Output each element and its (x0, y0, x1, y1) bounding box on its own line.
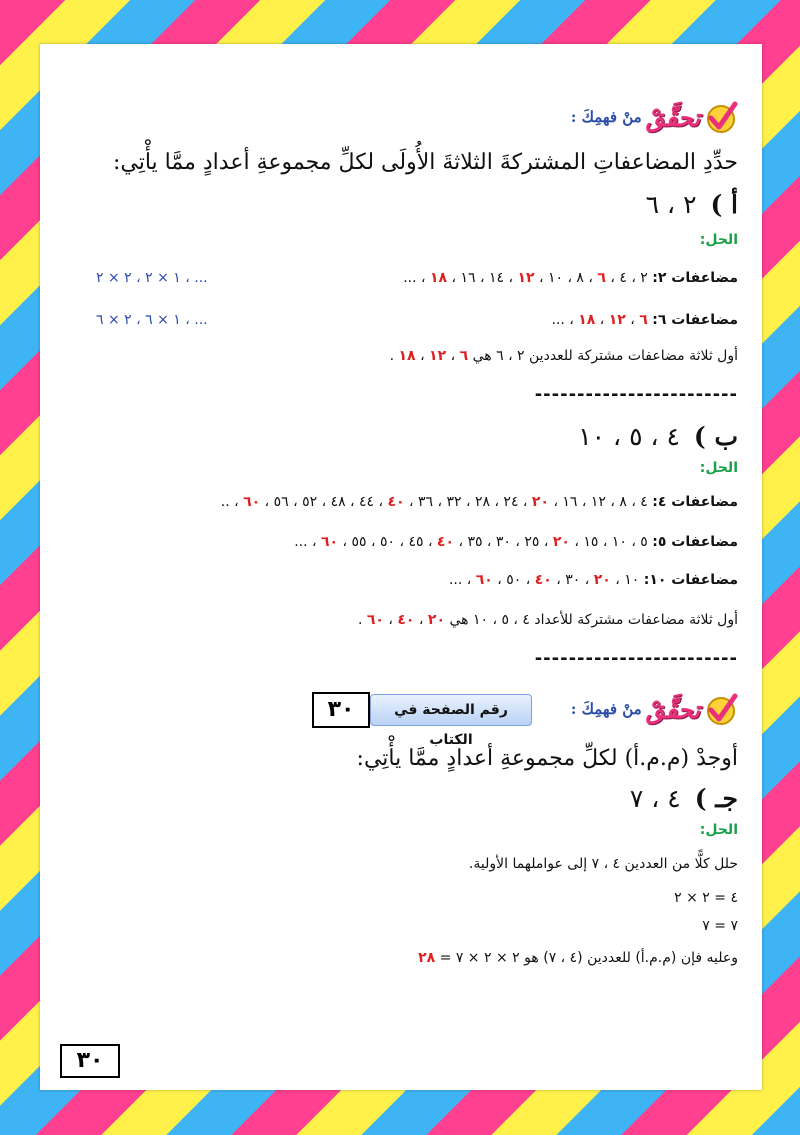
multiples-label: مضاعفات ٦: (652, 312, 738, 328)
answer-text: وعليه فإن (م.م.أ) للعددين (٤ ، ٧) هو ٢ × ٢ × ٧ = (439, 950, 738, 966)
multiples-of-2-hint: ١ × ٢ ، ٢ × ٢ ، ... (96, 270, 208, 286)
multiples-of-10-line (449, 572, 738, 588)
factorization-7: ٧ = ٧ (702, 918, 738, 934)
common-multiple: ١٨ (429, 270, 448, 286)
multiples-of-6-hint: ١ × ٦ ، ٢ × ٦ ، ... (96, 312, 208, 328)
seq-text: ، ٢٥ ، ٣٠ ، ٣٥ ، (458, 534, 549, 550)
understanding-label: منْ فهمِكَ : (570, 108, 642, 126)
check-title: تحقَّقْ (645, 102, 700, 132)
common-multiple: ٦٠ (243, 494, 261, 510)
seq-text: ١٠ ، (615, 572, 640, 588)
common-multiple: ٦٠ (321, 534, 339, 550)
question-2: أوجدْ (م.م.أ) لكلِّ مجموعةِ أعدادٍ ممَّا يأْتِي: (356, 746, 738, 771)
answer-text: أول ثلاثة مضاعفات مشتركة للعددين ٢ ، ٦ هي (472, 348, 738, 364)
divider-2: ------------------------ (534, 648, 738, 669)
common-multiple: ٤٠ (397, 612, 415, 628)
answer-text: ، (420, 348, 425, 364)
seq-text: ، ١٤ ، ١٦ ، (451, 270, 513, 286)
seq-text: ٥ ، ١٠ ، ١٥ ، (574, 534, 648, 550)
answer-text: أول ثلاثة مضاعفات مشتركة للأعداد ٤ ، ٥ ، ١٠ هي (449, 612, 738, 628)
part-a-answer (390, 348, 738, 364)
seq-text: ، ... (294, 534, 317, 550)
common-multiple: ٤٠ (387, 494, 405, 510)
answer-text: ، (450, 348, 456, 364)
worksheet-page (40, 44, 762, 1090)
part-a-numbers: ٢ ، ٦ (645, 190, 697, 219)
multiples-of-4-line (221, 494, 738, 510)
part-a-heading (646, 190, 738, 219)
part-c-answer (418, 950, 738, 966)
part-b-label: ب ) (693, 422, 738, 451)
part-b-answer (358, 612, 738, 628)
common-multiple: ٦ (597, 270, 606, 286)
answer-text: ، (388, 612, 393, 628)
divider-1: ------------------------ (534, 384, 738, 405)
common-multiple: ١٨ (578, 312, 596, 328)
multiples-of-6-line (551, 312, 738, 328)
part-a-label: أ ) (710, 190, 738, 219)
common-multiple: ٢٠ (593, 572, 611, 588)
part-c-solution-label: الحل: (699, 822, 738, 838)
seq-text: ، ٤٥ ، ٥٠ ، ٥٥ ، (342, 534, 433, 550)
part-c-heading (630, 784, 738, 813)
seq-text: ، ... (448, 572, 472, 588)
book-page-number-box: ٣٠ (312, 692, 370, 728)
common-multiple: ٢٠ (552, 534, 570, 550)
lcm-result: ٢٨ (418, 950, 436, 966)
common-multiple: ٤٠ (436, 534, 455, 550)
common-multiple: ١٨ (398, 348, 416, 364)
question-1: حدِّدِ المضاعفاتِ المشتركةَ الثلاثةَ الأُولَى لكلِّ مجموعةِ أعدادٍ ممَّا يأْتِي: (112, 150, 738, 175)
page-number: ٣٠ (60, 1044, 120, 1078)
seq-text: ، (599, 312, 605, 328)
answer-text: . (357, 612, 363, 628)
common-multiple: ٢٠ (427, 612, 445, 628)
answer-text: . (389, 348, 395, 364)
seq-text: ، ... (551, 312, 574, 328)
seq-text: ٤ ، ٨ ، ١٢ ، ١٦ ، (553, 494, 648, 510)
understanding-label: منْ فهمِكَ : (570, 700, 642, 718)
check-mark-icon (704, 692, 738, 726)
common-multiple: ٦٠ (475, 572, 493, 588)
seq-text: ، ... (403, 270, 426, 286)
part-c-numbers: ٤ ، ٧ (629, 784, 681, 813)
book-page-reference-label: رقم الصفحة في الكتاب (370, 694, 532, 726)
seq-text: ، ٥٠ ، (497, 572, 531, 588)
part-b-solution-label: الحل: (699, 460, 738, 476)
part-b-heading (578, 422, 738, 451)
seq-text: ، ٤٤ ، ٤٨ ، ٥٢ ، ٥٦ ، (264, 494, 384, 510)
check-understanding-header-2 (571, 692, 738, 726)
multiples-of-2-line (403, 270, 738, 286)
multiples-label: مضاعفات ١٠: (643, 572, 738, 588)
seq-text: ، ٣٠ ، (556, 572, 590, 588)
seq-text: ، (630, 312, 635, 328)
factorize-instruction: حلل كلًّا من العددين ٤ ، ٧ إلى عواملهما الأولية. (468, 856, 738, 872)
seq-text: ، ٢٤ ، ٢٨ ، ٣٢ ، ٣٦ ، (409, 494, 528, 510)
check-understanding-header (571, 100, 738, 134)
common-multiple: ٤٠ (534, 572, 552, 588)
part-b-numbers: ٤ ، ٥ ، ١٠ (578, 422, 680, 451)
common-multiple: ٢٠ (531, 494, 549, 510)
check-title: تحقَّقْ (645, 694, 700, 724)
multiples-of-5-line (294, 534, 738, 550)
answer-text: ، (418, 612, 424, 628)
multiples-label: مضاعفات ٤: (652, 494, 738, 510)
common-multiple: ١٢ (517, 270, 535, 286)
seq-text: ، ٨ ، ١٠ ، (538, 270, 593, 286)
part-c-label: جـ ) (694, 784, 738, 813)
common-multiple: ١٢ (608, 312, 626, 328)
seq-text: ، .. (220, 494, 239, 510)
factorization-4: ٤ = ٢ × ٢ (674, 890, 738, 906)
multiples-label: مضاعفات ٥: (652, 534, 738, 550)
common-multiple: ٦ (459, 348, 469, 364)
common-multiple: ١٢ (429, 348, 447, 364)
check-mark-icon (704, 100, 738, 134)
seq-text: ٢ ، ٤ ، (610, 270, 648, 286)
multiples-label: مضاعفات ٢: (652, 270, 738, 286)
part-a-solution-label: الحل: (699, 232, 738, 248)
common-multiple: ٦٠ (366, 612, 384, 628)
common-multiple: ٦ (639, 312, 648, 328)
